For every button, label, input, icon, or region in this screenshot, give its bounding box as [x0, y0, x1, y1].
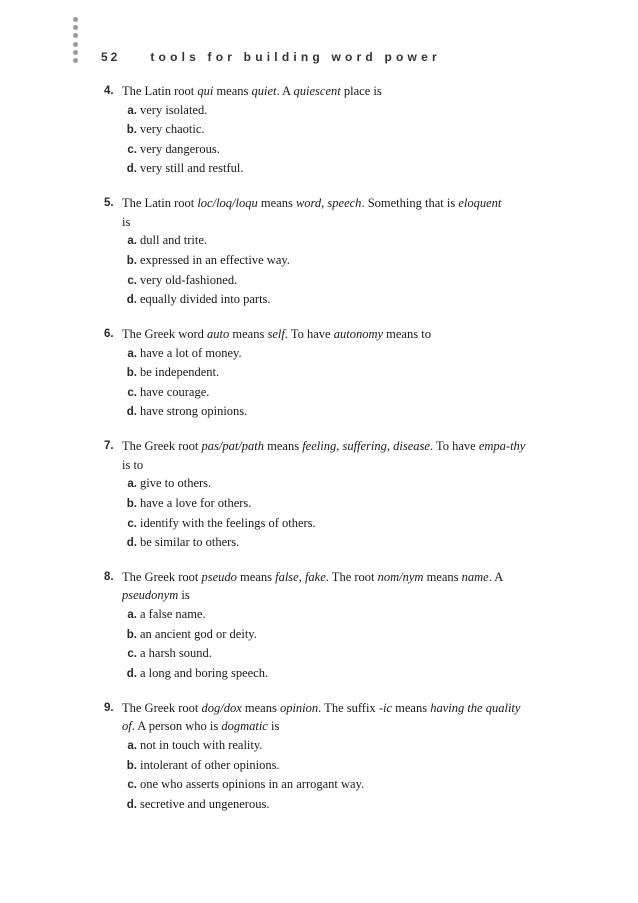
- option-text: a false name.: [140, 607, 206, 622]
- option-text: very chaotic.: [140, 122, 205, 137]
- answer-option-a: [104, 231, 536, 251]
- answer-option-d: [104, 290, 536, 310]
- option-letter: b.: [126, 124, 137, 137]
- page-number: 52: [101, 50, 121, 64]
- stem-text: means: [241, 700, 280, 715]
- stem-text: . Something that is: [361, 196, 459, 211]
- question-9: [104, 699, 536, 815]
- stem-text: means to: [383, 326, 431, 341]
- answer-option-a: [104, 605, 536, 625]
- option-letter: c.: [127, 274, 137, 287]
- question-stem: [104, 699, 536, 736]
- dot-icon: [73, 17, 78, 22]
- answer-option-a: [104, 474, 536, 494]
- answer-option-d: [104, 795, 536, 815]
- question-5: [104, 194, 536, 310]
- option-letter: b.: [126, 255, 137, 268]
- option-letter: d.: [126, 537, 137, 550]
- option-text: dull and trite.: [140, 233, 207, 248]
- option-text: very still and restful.: [140, 161, 244, 176]
- stem-term: loc/loq/loqu: [197, 196, 258, 211]
- answer-option-b: [104, 251, 536, 271]
- stem-text: means: [236, 569, 276, 584]
- stem-text: . A: [276, 84, 294, 98]
- option-text: be independent.: [140, 365, 220, 380]
- question-7: [104, 437, 536, 553]
- option-letter: d.: [126, 667, 137, 680]
- stem-text: . To have: [429, 438, 479, 453]
- option-text: equally divided into parts.: [140, 292, 271, 307]
- answer-option-d: [104, 402, 536, 422]
- option-letter: a.: [127, 347, 137, 360]
- decorative-dots: [73, 17, 79, 66]
- stem-text: . A: [488, 569, 503, 584]
- stem-text: The Greek root: [122, 700, 202, 715]
- option-text: have courage.: [140, 384, 210, 399]
- answer-option-d: [104, 664, 536, 684]
- dot-icon: [73, 33, 78, 38]
- stem-text: . A person who is: [131, 719, 222, 734]
- option-letter: b.: [126, 497, 137, 510]
- option-letter: b.: [126, 367, 137, 380]
- stem-term: eloquent: [458, 196, 502, 211]
- stem-term: qui: [197, 84, 214, 98]
- question-number: 6.: [104, 327, 114, 340]
- answer-option-b: [104, 625, 536, 645]
- option-text: give to others.: [140, 476, 212, 491]
- stem-text: The Latin root: [122, 84, 198, 98]
- stem-text: is to: [122, 457, 144, 472]
- stem-term: auto: [207, 326, 230, 341]
- question-number: 8.: [104, 570, 114, 583]
- answer-option-c: [104, 775, 536, 795]
- stem-term: having the quality of: [122, 700, 521, 734]
- stem-text: means: [264, 438, 303, 453]
- dot-icon: [73, 58, 78, 63]
- stem-term: self: [267, 326, 285, 341]
- question-8: [104, 568, 536, 684]
- option-text: a long and boring speech.: [140, 665, 269, 680]
- dot-icon: [73, 25, 78, 30]
- option-letter: c.: [127, 517, 137, 530]
- stem-text: place is: [340, 84, 382, 98]
- stem-term: -ic: [378, 700, 392, 715]
- answer-option-c: [104, 140, 536, 160]
- stem-text: The Greek root: [122, 569, 202, 584]
- option-letter: c.: [127, 143, 137, 156]
- stem-text: . The suffix: [318, 700, 379, 715]
- option-letter: a.: [127, 609, 137, 622]
- question-4: [104, 82, 536, 179]
- option-text: be similar to others.: [140, 535, 240, 550]
- stem-text: The Greek word: [122, 326, 208, 341]
- stem-term: feeling, suffering, disease: [302, 438, 430, 453]
- question-stem: [104, 437, 536, 474]
- answer-option-a: [104, 101, 536, 121]
- option-text: very dangerous.: [140, 141, 220, 156]
- option-text: have strong opinions.: [140, 404, 248, 419]
- stem-term: pas/pat/path: [201, 438, 264, 453]
- option-letter: a.: [127, 235, 137, 248]
- option-letter: a.: [127, 104, 137, 117]
- question-stem: [104, 194, 536, 231]
- option-text: secretive and ungenerous.: [140, 796, 270, 811]
- stem-term: autonomy: [333, 326, 384, 341]
- question-stem: [104, 82, 536, 101]
- option-text: an ancient god or deity.: [140, 626, 257, 641]
- stem-text: is: [267, 719, 280, 734]
- stem-term: pseudo: [201, 569, 237, 584]
- question-list: [104, 82, 536, 829]
- question-stem: [104, 568, 536, 605]
- running-header: [101, 50, 441, 64]
- answer-option-b: [104, 120, 536, 140]
- stem-text: means: [213, 84, 252, 98]
- dot-icon: [73, 50, 78, 55]
- stem-text: . To have: [284, 326, 334, 341]
- option-letter: d.: [126, 798, 137, 811]
- dot-icon: [73, 42, 78, 47]
- option-text: identify with the feelings of others.: [140, 515, 316, 530]
- stem-term: nom/nym: [377, 569, 424, 584]
- stem-text: The Greek root: [122, 438, 202, 453]
- answer-option-a: [104, 736, 536, 756]
- answer-option-c: [104, 271, 536, 291]
- option-letter: b.: [126, 759, 137, 772]
- question-number: 5.: [104, 197, 114, 210]
- question-number: 7.: [104, 439, 114, 452]
- stem-term: quiet: [251, 84, 277, 98]
- answer-option-c: [104, 514, 536, 534]
- stem-term: false, fake: [275, 569, 326, 584]
- stem-term: empa-thy: [478, 438, 526, 453]
- answer-option-c: [104, 644, 536, 664]
- option-text: intolerant of other opinions.: [140, 757, 280, 772]
- option-letter: a.: [127, 478, 137, 491]
- stem-text: means: [229, 326, 268, 341]
- option-text: not in touch with reality.: [140, 737, 263, 752]
- stem-text: The Latin root: [122, 196, 198, 211]
- question-stem: [104, 325, 536, 344]
- answer-option-d: [104, 533, 536, 553]
- stem-text: is: [122, 214, 131, 229]
- stem-term: name: [461, 569, 489, 584]
- option-letter: d.: [126, 406, 137, 419]
- stem-text: means: [392, 700, 431, 715]
- option-text: very isolated.: [140, 102, 208, 117]
- option-letter: b.: [126, 628, 137, 641]
- stem-text: . The root: [325, 569, 378, 584]
- option-letter: d.: [126, 163, 137, 176]
- stem-term: word, speech: [295, 196, 362, 211]
- stem-term: opinion: [279, 700, 319, 715]
- option-text: have a lot of money.: [140, 345, 242, 360]
- stem-text: means: [257, 196, 296, 211]
- answer-option-a: [104, 344, 536, 364]
- option-text: a harsh sound.: [140, 646, 212, 661]
- question-number: 9.: [104, 701, 114, 714]
- answer-option-c: [104, 383, 536, 403]
- option-text: very old-fashioned.: [140, 272, 238, 287]
- option-letter: c.: [127, 779, 137, 792]
- question-number: 4.: [104, 85, 114, 97]
- stem-term: dog/dox: [201, 700, 242, 715]
- answer-option-d: [104, 159, 536, 179]
- running-title: tools for building word power: [150, 50, 441, 64]
- stem-term: quiescent: [293, 84, 341, 98]
- answer-option-b: [104, 363, 536, 383]
- stem-term: pseudonym: [122, 588, 179, 603]
- option-letter: c.: [127, 386, 137, 399]
- answer-option-b: [104, 756, 536, 776]
- option-letter: d.: [126, 294, 137, 307]
- option-letter: a.: [127, 739, 137, 752]
- option-letter: c.: [127, 648, 137, 661]
- answer-option-b: [104, 494, 536, 514]
- option-text: have a love for others.: [140, 495, 252, 510]
- option-text: expressed in an effective way.: [140, 253, 290, 268]
- stem-text: means: [423, 569, 462, 584]
- stem-text: is: [178, 588, 190, 603]
- stem-term: dogmatic: [221, 719, 268, 734]
- option-text: one who asserts opinions in an arrogant way.: [140, 777, 365, 792]
- question-6: [104, 325, 536, 422]
